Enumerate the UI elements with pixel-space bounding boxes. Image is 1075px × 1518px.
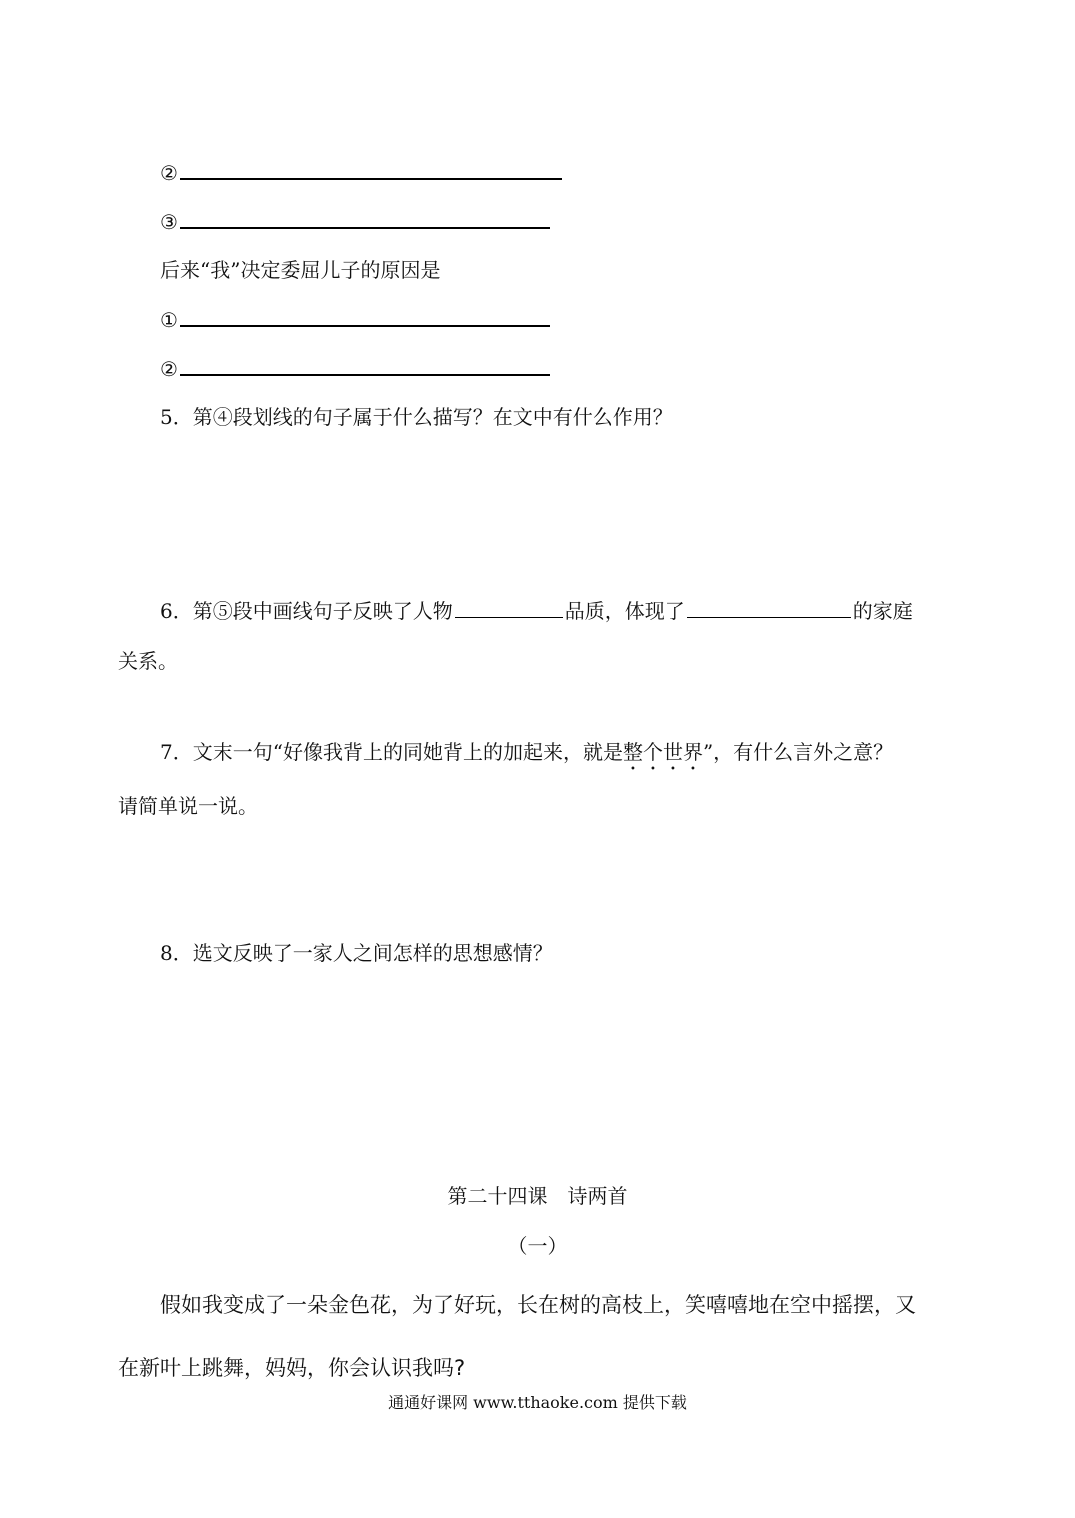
answer-blank[interactable] [180,305,550,327]
answer-blank[interactable] [180,354,550,376]
lesson-title: 第二十四课 诗两首 [447,1184,628,1208]
answer-blank[interactable] [180,207,550,229]
answer-marker: ③ [160,210,178,234]
question-6-blank-2[interactable] [687,597,851,618]
reason-prompt: 后来“我”决定委屈儿子的原因是 [160,258,441,282]
question-8: 8．选文反映了一家人之间怎样的思想感情？ [160,941,553,965]
question-6-continued: 关系。 [118,649,178,673]
answer-marker: ② [160,357,178,381]
answer-line-2a [160,158,562,187]
poem-line-1: 假如我变成了一朵金色花，为了好玩，长在树的高枝上，笑嘻嘻地在空中摇摆，又 [160,1293,916,1317]
poem-line-2: 在新叶上跳舞，妈妈，你会认识我吗? [118,1356,466,1380]
answer-line-1 [160,305,550,334]
question-6-text-b: 品质，体现了 [564,599,685,623]
question-7-text-a: 7．文末一句“好像我背上的同她背上的加起来，就是 [160,740,623,764]
section-label: （一） [507,1234,568,1258]
answer-line-2b [160,354,550,383]
footer-credit: 通通好课网 www.tthaoke.com 提供下载 [388,1393,687,1412]
question-6-text-a: 6．第⑤段中画线句子反映了人物 [160,599,453,623]
question-7-text-b: ”，有什么言外之意？ [702,740,894,764]
question-7-continued: 请简单说一说。 [118,794,258,818]
answer-marker: ② [160,161,178,185]
emphasized-phrase: 整个世界 [622,740,703,764]
question-5: 5．第④段划线的句子属于什么描写？在文中有什么作用？ [160,405,673,429]
answer-blank[interactable] [180,158,562,180]
question-6-text-c: 的家庭 [852,599,913,623]
answer-marker: ① [160,308,178,332]
question-6-blank-1[interactable] [455,597,563,618]
question-6 [160,597,913,625]
answer-line-3 [160,207,550,236]
question-7 [160,738,893,775]
